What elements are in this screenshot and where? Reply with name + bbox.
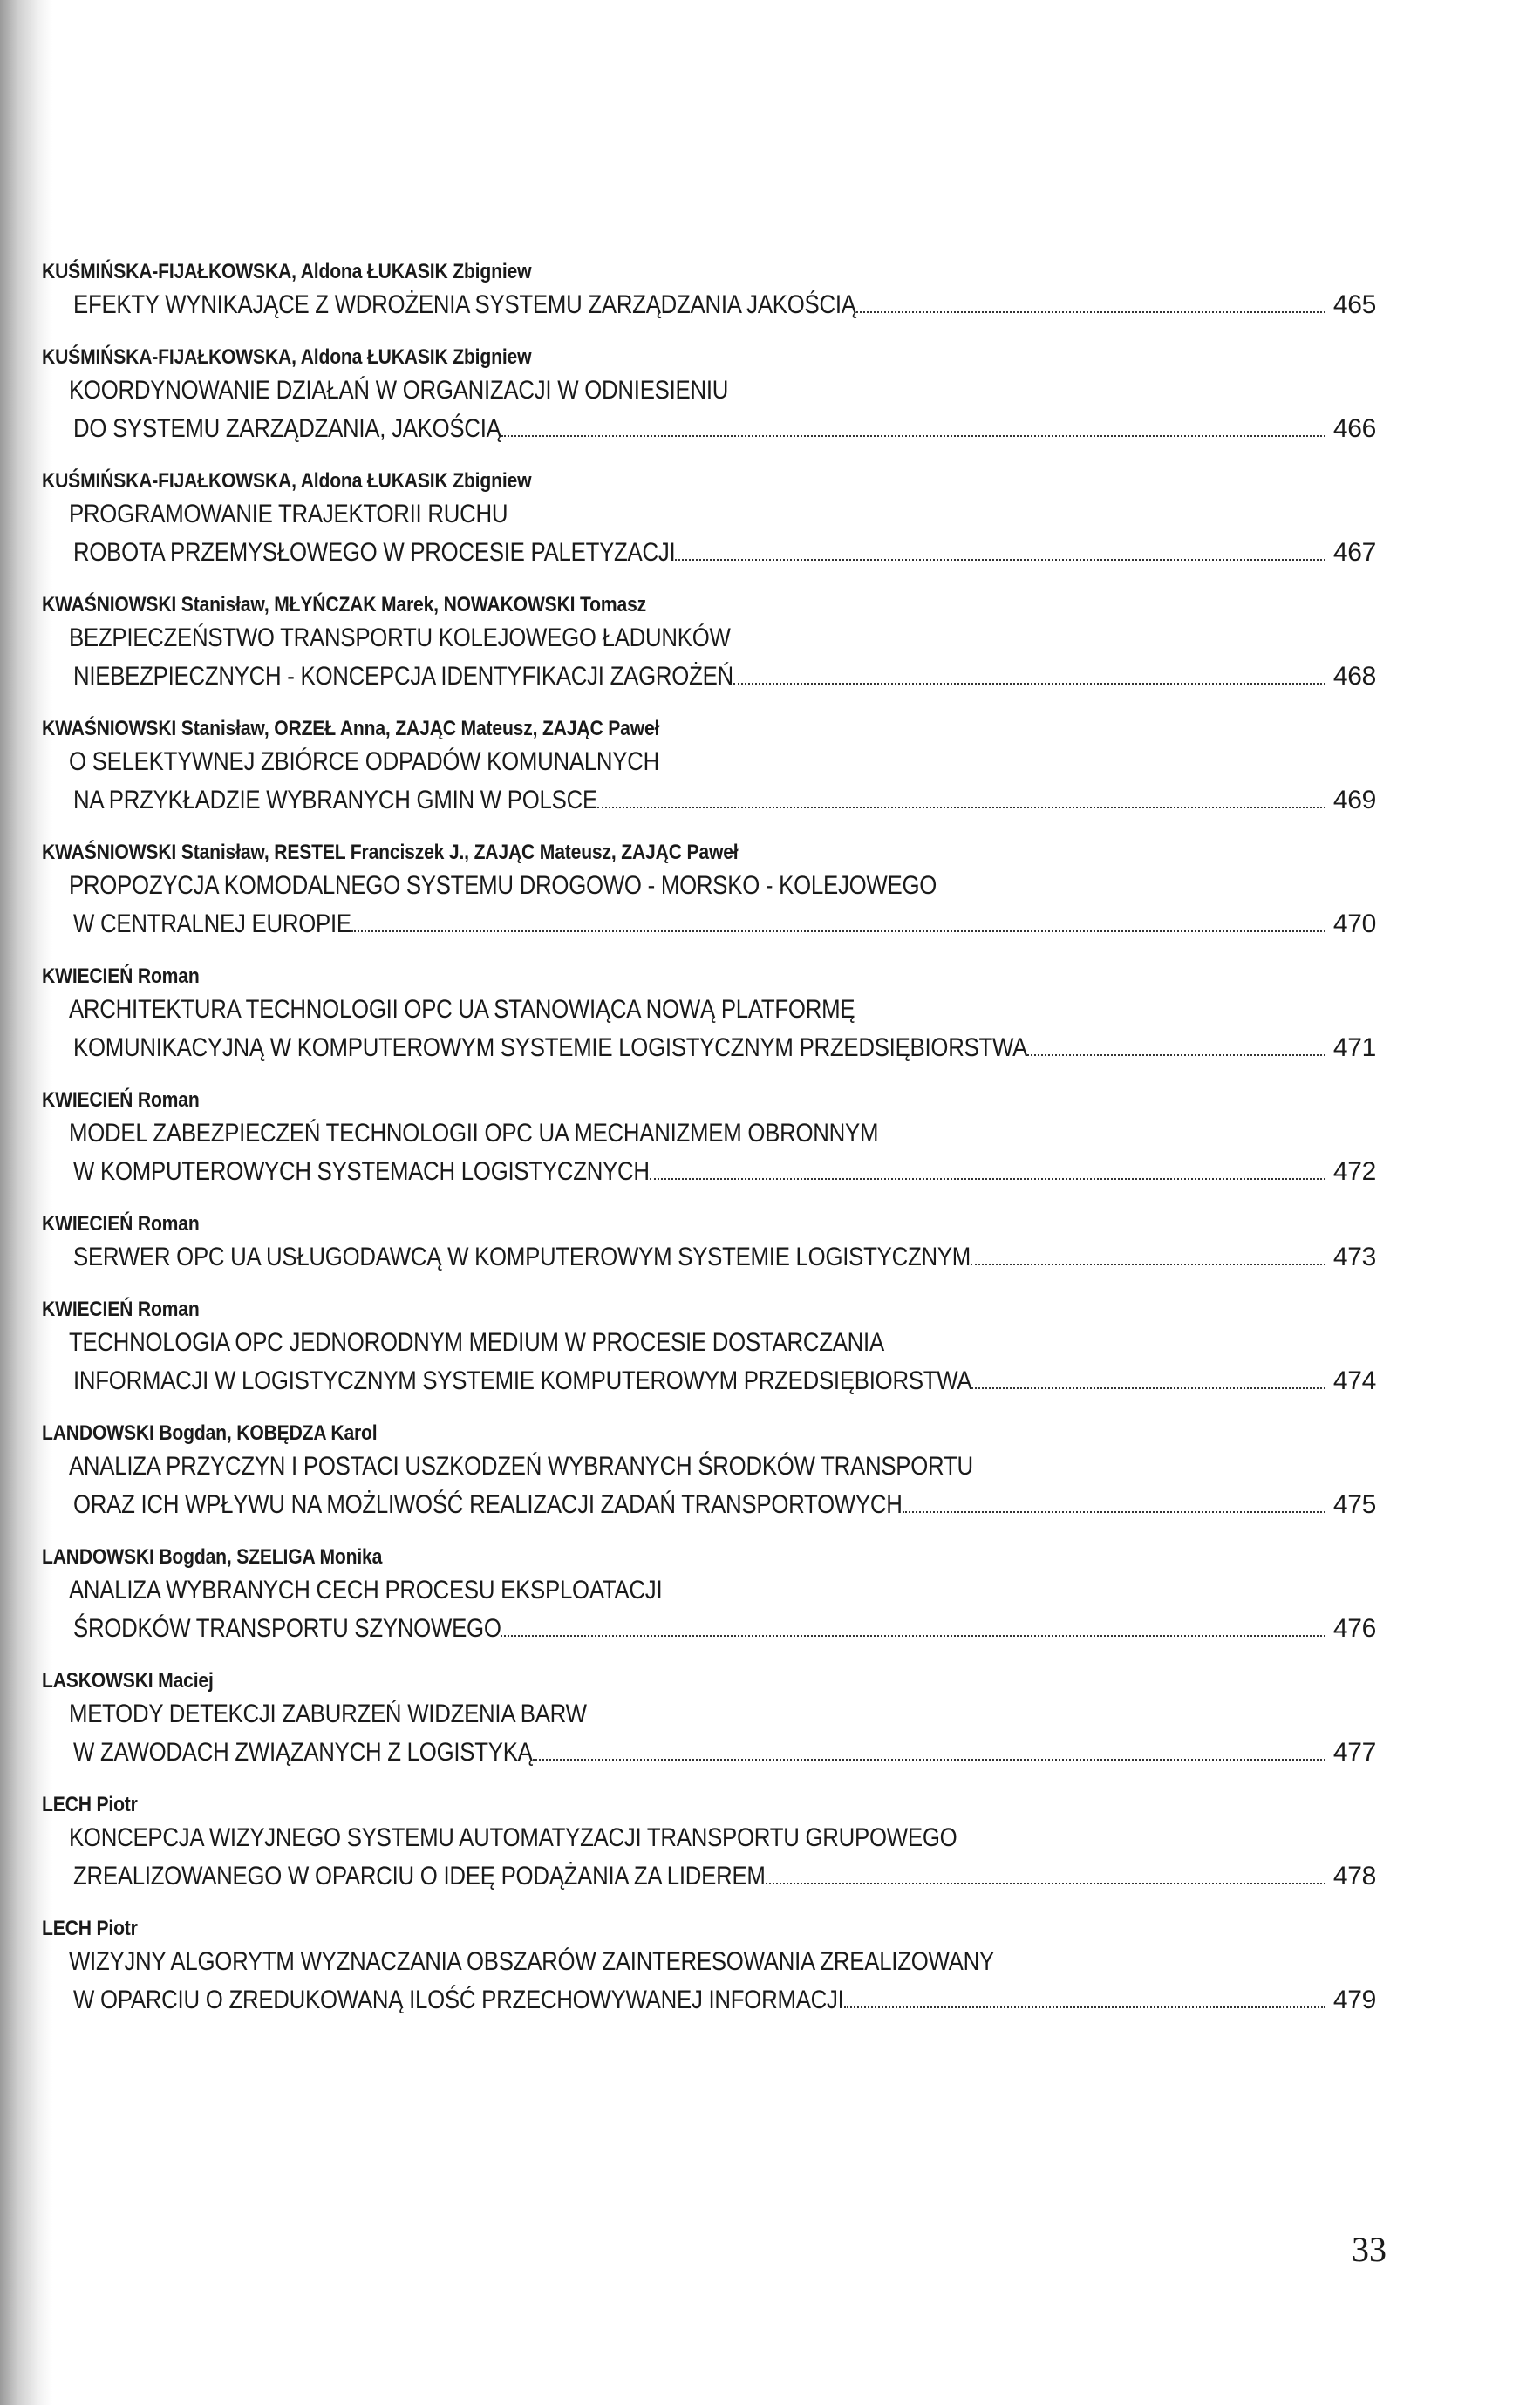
entry-last-line [42, 1029, 1376, 1067]
entry-page: 465 [1332, 290, 1376, 319]
entry-title-line: ORAZ ICH WPŁYWU NA MOŻLIWOŚĆ REALIZACJI ZADAŃ TRANSPORTOWYCH [73, 1490, 903, 1519]
dot-leader [733, 683, 1325, 685]
entry-last-line [42, 905, 1376, 944]
entry-title-line: NIEBEZPIECZNYCH - KONCEPCJA IDENTYFIKACJI ZAGROŻEŃ [73, 662, 733, 691]
toc-entry [42, 963, 1376, 1067]
entry-page: 472 [1332, 1157, 1376, 1186]
entry-page: 474 [1332, 1366, 1376, 1395]
entry-title-line: SERWER OPC UA USŁUGODAWCĄ W KOMPUTEROWYM SYSTEMIE LOGISTYCZNYM [73, 1243, 971, 1271]
toc-entry [42, 1915, 1376, 2020]
entry-authors: LECH Piotr [42, 1917, 138, 1940]
entry-page: 479 [1332, 1986, 1376, 2014]
toc-entry [42, 591, 1376, 696]
entry-authors: KWIECIEŃ Roman [42, 1088, 200, 1112]
entry-title-line: WIZYJNY ALGORYTM WYZNACZANIA OBSZARÓW ZAINTERESOWANIA ZREALIZOWANY [68, 1947, 994, 1976]
entry-last-line [42, 1238, 1376, 1277]
entry-title-line: O SELEKTYWNEJ ZBIÓRCE ODPADÓW KOMUNALNYCH [68, 747, 659, 776]
toc-entry [42, 344, 1376, 448]
dot-leader [903, 1511, 1325, 1513]
dot-leader [1027, 1054, 1325, 1056]
dot-leader [856, 311, 1325, 313]
entry-authors: LASKOWSKI Maciej [42, 1669, 214, 1693]
entry-title-line: W KOMPUTEROWYCH SYSTEMACH LOGISTYCZNYCH [73, 1157, 650, 1186]
dot-leader [501, 1635, 1325, 1637]
dot-leader [675, 559, 1325, 561]
entry-title-line: ŚRODKÓW TRANSPORTU SZYNOWEGO [73, 1614, 501, 1643]
entry-last-line [42, 534, 1376, 572]
entry-title-line: W CENTRALNEJ EUROPIE [73, 910, 351, 938]
entry-last-line [42, 1734, 1376, 1772]
entry-last-line [42, 781, 1376, 820]
dot-leader [597, 807, 1325, 808]
entry-page: 467 [1332, 538, 1376, 567]
entry-title-line: EFEKTY WYNIKAJĄCE Z WDROŻENIA SYSTEMU ZARZĄDZANIA JAKOŚCIĄ [73, 290, 856, 319]
entry-title-line: W ZAWODACH ZWIĄZANYCH Z LOGISTYKĄ [73, 1738, 533, 1767]
dot-leader [971, 1264, 1325, 1265]
entry-title-line: DO SYSTEMU ZARZĄDZANIA, JAKOŚCIĄ [73, 414, 501, 443]
entry-title-line: ZREALIZOWANEGO W OPARCIU O IDEĘ PODĄŻANIA ZA LIDEREM [73, 1862, 766, 1891]
entry-last-line [42, 286, 1376, 324]
entry-authors: LANDOWSKI Bogdan, KOBĘDZA Karol [42, 1421, 378, 1445]
entry-page: 475 [1332, 1490, 1376, 1519]
toc-entry [42, 1543, 1376, 1648]
dot-leader [533, 1759, 1325, 1761]
toc-entry [42, 1210, 1376, 1277]
entry-authors: KWIECIEŃ Roman [42, 964, 200, 988]
entry-title-line: KOORDYNOWANIE DZIAŁAŃ W ORGANIZACJI W ODNIESIENIU [68, 376, 729, 405]
entry-title-line: ROBOTA PRZEMYSŁOWEGO W PROCESIE PALETYZACJI [73, 538, 676, 567]
entry-last-line [42, 1610, 1376, 1648]
toc-entry [42, 839, 1376, 944]
dot-leader [971, 1387, 1325, 1389]
table-of-contents [42, 258, 1376, 2039]
entry-last-line [42, 1857, 1376, 1896]
toc-entry [42, 1667, 1376, 1772]
entry-last-line [42, 1362, 1376, 1400]
entry-page: 466 [1332, 414, 1376, 443]
toc-entry [42, 1791, 1376, 1896]
dot-leader [650, 1178, 1325, 1180]
page-number: 33 [1352, 2230, 1387, 2269]
entry-page: 470 [1332, 910, 1376, 938]
dot-leader [351, 930, 1325, 932]
entry-title-line: W OPARCIU O ZREDUKOWANĄ ILOŚĆ PRZECHOWYWANEJ INFORMACJI [73, 1986, 844, 2014]
entry-authors: KWIECIEŃ Roman [42, 1298, 200, 1321]
entry-authors: KUŚMIŃSKA-FIJAŁKOWSKA, Aldona ŁUKASIK Zbigniew [42, 260, 532, 283]
toc-entry [42, 715, 1376, 820]
toc-entry [42, 1296, 1376, 1400]
entry-title-line: KOMUNIKACYJNĄ W KOMPUTEROWYM SYSTEMIE LOGISTYCZNYM PRZEDSIĘBIORSTWA [73, 1033, 1028, 1062]
entry-title-line: BEZPIECZEŃSTWO TRANSPORTU KOLEJOWEGO ŁADUNKÓW [68, 623, 731, 652]
entry-last-line [42, 657, 1376, 696]
entry-title-line: KONCEPCJA WIZYJNEGO SYSTEMU AUTOMATYZACJI TRANSPORTU GRUPOWEGO [68, 1823, 957, 1852]
entry-last-line [42, 1981, 1376, 2020]
entry-title-line: PROGRAMOWANIE TRAJEKTORII RUCHU [68, 500, 508, 528]
entry-title-line: PROPOZYCJA KOMODALNEGO SYSTEMU DROGOWO - MORSKO - KOLEJOWEGO [68, 871, 937, 900]
entry-authors: KUŚMIŃSKA-FIJAŁKOWSKA, Aldona ŁUKASIK Zbigniew [42, 345, 532, 369]
entry-last-line [42, 410, 1376, 448]
entry-last-line [42, 1153, 1376, 1191]
toc-entry [42, 1420, 1376, 1524]
entry-page: 476 [1332, 1614, 1376, 1643]
dot-leader [501, 435, 1325, 437]
entry-authors: KWAŚNIOWSKI Stanisław, MŁYŃCZAK Marek, NOWAKOWSKI Tomasz [42, 593, 647, 617]
dot-leader [844, 2006, 1325, 2008]
toc-entry [42, 1087, 1376, 1191]
entry-page: 471 [1332, 1033, 1376, 1062]
dot-leader [766, 1883, 1325, 1884]
entry-title-line: TECHNOLOGIA OPC JEDNORODNYM MEDIUM W PROCESIE DOSTARCZANIA [68, 1328, 884, 1357]
entry-title-line: ARCHITEKTURA TECHNOLOGII OPC UA STANOWIĄCA NOWĄ PLATFORMĘ [68, 995, 855, 1024]
entry-page: 468 [1332, 662, 1376, 691]
entry-title-line: ANALIZA PRZYCZYN I POSTACI USZKODZEŃ WYBRANYCH ŚRODKÓW TRANSPORTU [68, 1452, 973, 1481]
toc-entry [42, 258, 1376, 324]
entry-page: 478 [1332, 1862, 1376, 1891]
entry-title-line: METODY DETEKCJI ZABURZEŃ WIDZENIA BARW [68, 1700, 587, 1728]
entry-page: 477 [1332, 1738, 1376, 1767]
entry-title-line: ANALIZA WYBRANYCH CECH PROCESU EKSPLOATACJI [68, 1576, 663, 1604]
entry-authors: KWAŚNIOWSKI Stanisław, RESTEL Franciszek J., ZAJĄC Mateusz, ZAJĄC Paweł [42, 841, 739, 864]
entry-authors: KWAŚNIOWSKI Stanisław, ORZEŁ Anna, ZAJĄC Mateusz, ZAJĄC Paweł [42, 717, 660, 740]
entry-last-line [42, 1486, 1376, 1524]
entry-title-line: INFORMACJI W LOGISTYCZNYM SYSTEMIE KOMPUTEROWYM PRZEDSIĘBIORSTWA [73, 1366, 972, 1395]
entry-title-line: MODEL ZABEZPIECZEŃ TECHNOLOGII OPC UA MECHANIZMEM OBRONNYM [68, 1119, 879, 1148]
entry-authors: KUŚMIŃSKA-FIJAŁKOWSKA, Aldona ŁUKASIK Zbigniew [42, 469, 532, 493]
entry-authors: KWIECIEŃ Roman [42, 1212, 200, 1236]
entry-title-line: NA PRZYKŁADZIE WYBRANYCH GMIN W POLSCE [73, 786, 597, 814]
entry-authors: LECH Piotr [42, 1793, 138, 1816]
entry-page: 469 [1332, 786, 1376, 814]
toc-entry [42, 467, 1376, 572]
entry-page: 473 [1332, 1243, 1376, 1271]
entry-authors: LANDOWSKI Bogdan, SZELIGA Monika [42, 1545, 383, 1569]
